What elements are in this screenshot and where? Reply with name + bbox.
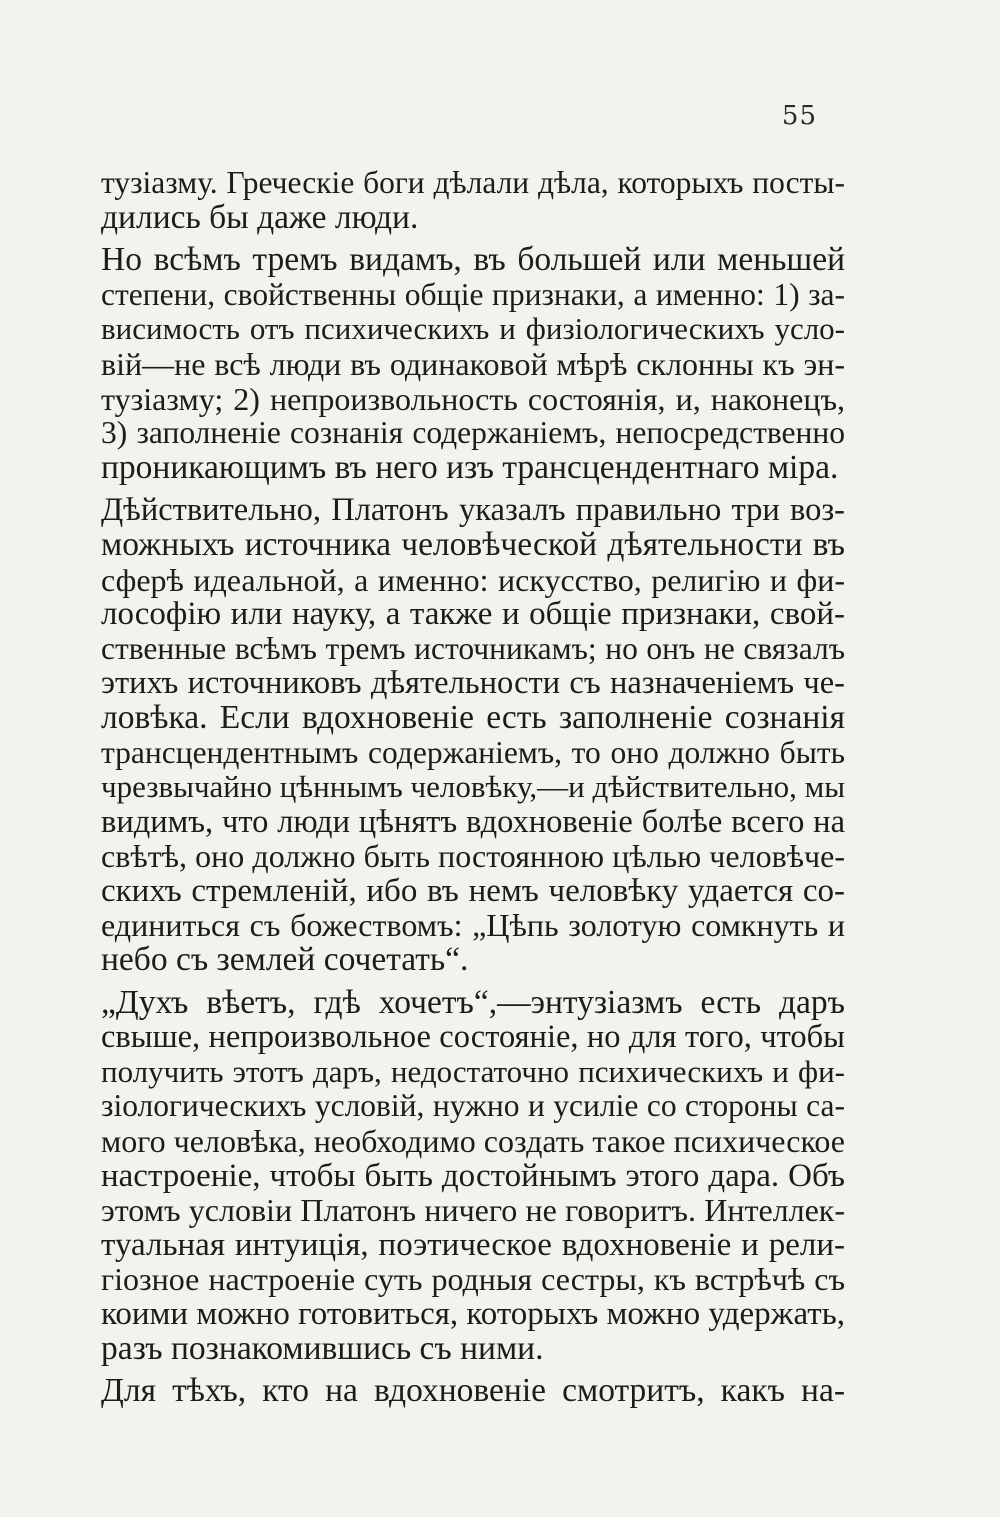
text-line: скихъ стремленій, ибо въ немъ человѣку удается со- bbox=[101, 872, 845, 909]
text-line: сферѣ идеальной, а именно: искусство, религію и фи- bbox=[101, 561, 845, 598]
text-line: Но всѣмъ тремъ видамъ, въ большей или меньшей bbox=[101, 241, 845, 279]
text-line: единиться съ божествомъ: „Цѣпь золотую сомкнуть и bbox=[101, 907, 845, 944]
text-line: коими можно готовиться, которыхъ можно удержать, bbox=[101, 1296, 845, 1332]
paragraph-1 bbox=[101, 166, 845, 235]
text-line: 3) заполненіе сознанія содержаніемъ, непосредственно bbox=[101, 415, 845, 451]
text-line: туальная интуиція, поэтическое вдохновеніе и рели- bbox=[101, 1226, 845, 1263]
paragraph-5 bbox=[101, 1374, 845, 1409]
text-line: небо съ землей сочетать“. bbox=[101, 941, 469, 979]
text-line: разъ познакомившись съ ними. bbox=[101, 1329, 544, 1367]
text-line: проникающимъ въ него изъ трансцендентнаго міра. bbox=[101, 448, 839, 486]
text-line: мого человѣка, необходимо создать такое психическое bbox=[101, 1123, 845, 1160]
text-line: висимость отъ психическихъ и физіологическихъ усло- bbox=[101, 311, 845, 347]
text-line: дились бы даже люди. bbox=[101, 198, 419, 236]
text-line: настроеніе, чтобы быть достойнымъ этого дара. Объ bbox=[101, 1157, 845, 1194]
text-line: гіозное настроеніе суть родныя сестры, къ встрѣчѣ съ bbox=[101, 1261, 845, 1298]
text-line: видимъ, что люди цѣнятъ вдохновеніе болѣе всего на bbox=[101, 803, 845, 840]
paragraph-4 bbox=[101, 983, 845, 1367]
text-line: чрезвычайно цѣннымъ человѣку,—и дѣйствительно, мы bbox=[101, 769, 846, 805]
text-line: этомъ условіи Платонъ ничего не говоритъ. Интеллек- bbox=[101, 1192, 845, 1229]
text-line: Дѣйствительно, Платонъ указалъ правильно три воз- bbox=[101, 492, 845, 529]
text-line: трансцендентнымъ содержаніемъ, то оно должно быть bbox=[101, 734, 845, 770]
page-number: 55 bbox=[781, 101, 817, 131]
text-line: этихъ источниковъ дѣятельности съ назначеніемъ че- bbox=[101, 665, 845, 702]
text-line: зіологическихъ условій, нужно и усиліе со стороны са- bbox=[101, 1088, 845, 1124]
text-line: свыше, непроизвольное состояніе, но для того, чтобы bbox=[101, 1019, 845, 1056]
text-line: лософію или науку, а также и общіе признаки, свой- bbox=[101, 596, 845, 633]
text-line: степени, свойственны общіе признаки, а именно: 1) за- bbox=[101, 276, 845, 312]
text-line: свѣтѣ, оно должно быть постоянною цѣлью человѣче- bbox=[101, 838, 845, 875]
text-line: получить этотъ даръ, недостаточно психическихъ и фи- bbox=[101, 1053, 845, 1089]
paragraph-3 bbox=[101, 493, 845, 977]
text-line: можныхъ источника человѣческой дѣятельности въ bbox=[101, 525, 845, 563]
paragraph-2 bbox=[101, 243, 845, 485]
body-text bbox=[101, 166, 845, 1417]
text-line: „Духъ вѣетъ, гдѣ хочетъ“,—энтузіазмъ есть даръ bbox=[101, 983, 845, 1021]
text-line: Для тѣхъ, кто на вдохновеніе смотритъ, какъ на- bbox=[101, 1372, 845, 1410]
text-line: ственные всѣмъ тремъ источникамъ; но онъ не связалъ bbox=[101, 630, 845, 666]
text-line: ловѣка. Если вдохновеніе есть заполненіе сознанія bbox=[101, 698, 845, 736]
text-line: тузіазму. Греческіе боги дѣлали дѣла, которыхъ посты- bbox=[101, 165, 845, 200]
text-line: тузіазму; 2) непроизвольность состоянія, и, наконецъ, bbox=[101, 380, 845, 417]
text-line: вій—не всѣ люди въ одинаковой мѣрѣ склонны къ эн- bbox=[101, 345, 845, 382]
